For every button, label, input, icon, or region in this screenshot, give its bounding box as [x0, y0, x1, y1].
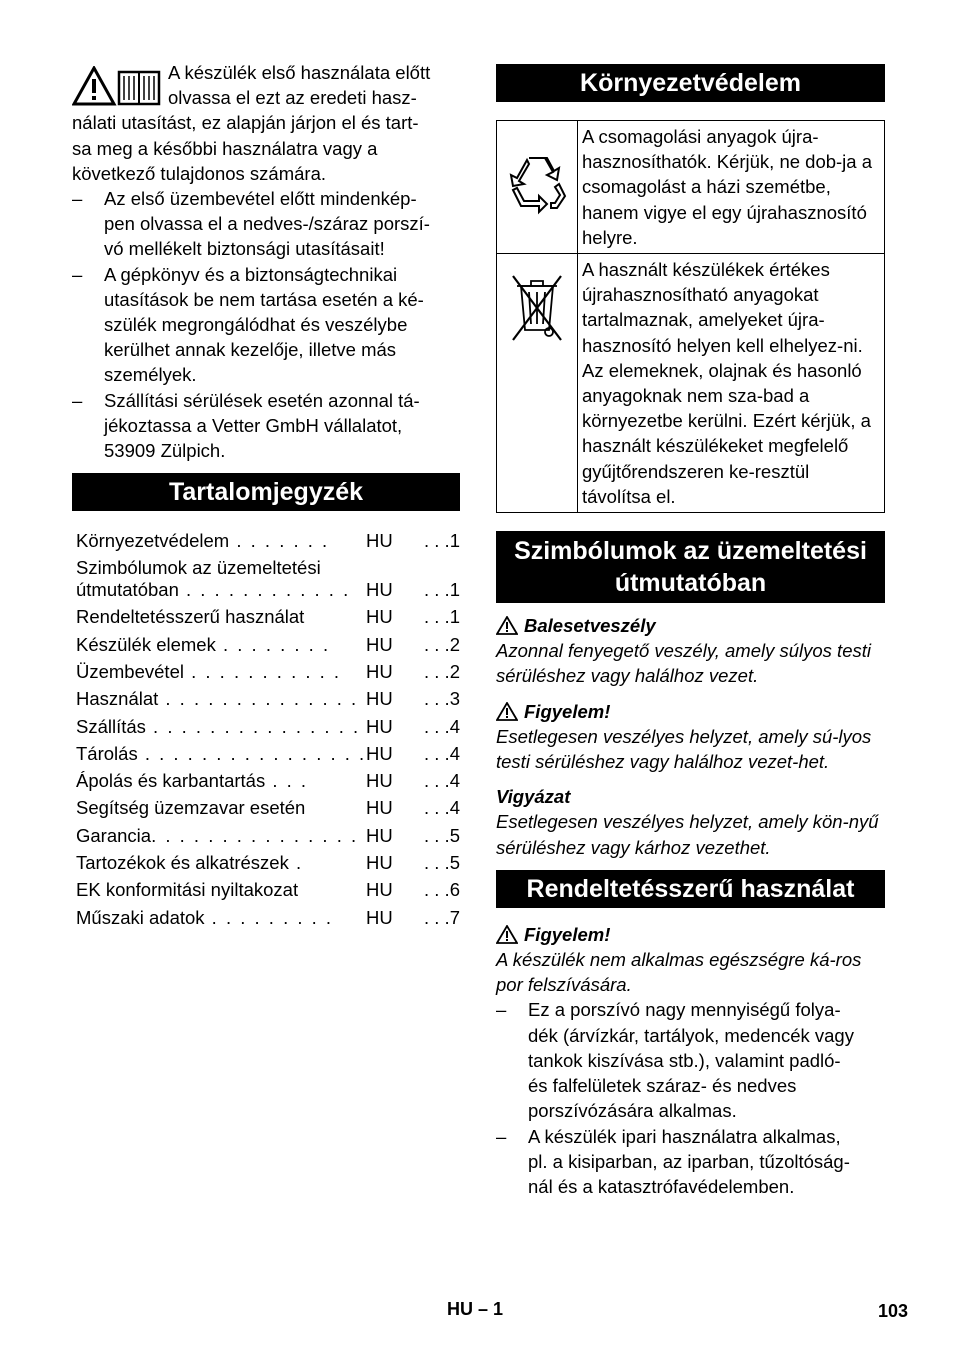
toc-entry-page: . . .4	[424, 770, 460, 792]
toc-entry-title-text: Üzembevétel	[76, 660, 184, 682]
toc-entry-title-text: Garancia	[76, 824, 152, 846]
caution-heading	[496, 784, 885, 809]
recycle-icon-cell	[497, 121, 578, 254]
toc-entry-lang: HU	[366, 579, 393, 601]
warning-heading	[496, 699, 885, 724]
warning-icon	[496, 616, 518, 635]
intro-line: sa meg a későbbi használatra vagy a	[72, 137, 378, 159]
toc-entry-title	[76, 852, 366, 875]
list-item: – Az első üzembevétel előtt mindenkép-pen olvassa el a nedves-/száraz porszí-vó mellékelt biztonsági utasításait!	[72, 186, 434, 262]
warning-icon	[496, 702, 518, 721]
toc-entry-title	[76, 743, 366, 766]
toc-row	[76, 683, 460, 710]
toc-entry-title-text: Segítség üzemzavar esetén	[76, 797, 306, 819]
intended-use-warning-heading	[496, 922, 885, 947]
danger-label: Balesetveszély	[524, 615, 656, 637]
toc-entry-lang: HU	[366, 530, 393, 552]
toc-entry-title-text: Ápolás és karbantartás	[76, 770, 266, 792]
toc-row	[76, 793, 460, 820]
list-item: – A készülék ipari használatra alkalmas, pl. a kisiparban, az iparban, tűzoltóság-nál és a katasztrófavédelemben.	[496, 1124, 858, 1200]
toc-entry-page: . . .5	[424, 824, 460, 846]
crossed-bin-icon	[507, 268, 567, 348]
toc-row	[76, 875, 460, 902]
toc-entry-page: . . .3	[424, 688, 460, 710]
toc-entry-page: . . .4	[424, 715, 460, 737]
toc-entry-title	[76, 606, 366, 629]
toc-entry-page: . . .1	[424, 530, 460, 552]
warning-icon	[496, 925, 518, 944]
intro-icons	[72, 66, 164, 110]
caution-label: Vigyázat	[496, 786, 571, 808]
toc-row	[76, 629, 460, 656]
toc-entry-title	[76, 661, 366, 684]
left-column	[72, 60, 460, 929]
toc-entry-lang: HU	[366, 906, 393, 928]
toc-entry-lang: HU	[366, 852, 393, 874]
intro-line: A készülék első használata előtt	[168, 62, 431, 83]
list-item: – Ez a porszívó nagy mennyiségű folya-dék (árvízkár, tartályok, medencék vagy tankok kiszívása stb.), valamint padló- és falfelületek száraz- és nedves porszívózására alkalmas.	[496, 997, 858, 1123]
toc-row	[76, 765, 460, 792]
toc-leader-dots: . . . . . . . . . . . . . .	[158, 688, 359, 710]
intended-use-warning-text: A készülék nem alkalmas egészségre ká-ros por felszívására.	[496, 949, 862, 996]
toc-entry-page: . . .4	[424, 797, 460, 819]
toc-entry-lang: HU	[366, 879, 393, 901]
toc-entry-title	[76, 825, 366, 848]
list-item: – Szállítási sérülések esetén azonnal tá-jékoztassa a Vetter GmbH vállalatot, 53909 Zülpich.	[72, 388, 434, 464]
intro-line: következő tulajdonos számára.	[72, 162, 326, 184]
list-item: – A gépkönyv és a biztonságtechnikai utasítások be nem tartása esetén a ké-szülék megrongálódhat és veszélybe kerülhet annak kezelője, illetve más személyek.	[72, 262, 434, 388]
warning-label: Figyelem!	[524, 700, 611, 722]
toc-row	[76, 847, 460, 874]
toc-leader-dots: . . . . . . . . .	[204, 906, 334, 928]
toc-entry-title	[76, 688, 366, 711]
toc-entry-lang: HU	[366, 797, 393, 819]
toc-entry-title	[76, 797, 366, 820]
intro-line: olvassa el ezt az eredeti hasz-	[168, 87, 417, 109]
toc-entry-title	[76, 879, 366, 902]
toc-entry-lang: HU	[366, 770, 393, 792]
toc-entry-lang: HU	[366, 633, 393, 655]
toc-entry-title	[76, 907, 366, 930]
right-column	[496, 64, 885, 1199]
environment-table	[496, 120, 885, 513]
environment-text: A csomagolási anyagok újra-hasznosíthatók. Kérjük, ne dob-ja a csomagolást a házi szemétbe, hanem vigye el egy újrahasznosító helyre.	[578, 121, 885, 254]
toc-entry-page: . . .1	[424, 606, 460, 628]
environment-heading: Környezetvédelem	[496, 64, 885, 102]
toc-entry-title-line: Szimbólumok az üzemeltetési	[76, 556, 321, 578]
toc-entry-title-text: Tartozékok és alkatrészek	[76, 852, 289, 874]
warning-text: Esetlegesen veszélyes helyzet, amely sú-lyos testi sérüléshez vagy halálhoz vezet-het.	[496, 725, 872, 773]
environment-text: A használt készülékek értékes újrahasznosítható anyagokat tartalmaznak, amelyeket újra-hasznosító helyen kell elhelyez-ni. Az elemeknek, olajnak és hasonló anyagoknak nem sza-bad a környezetbe kerülni. Ezért kérjük, a használt készülékeket megfelelő gyűjtőrendszeren ke-resztül távolítsa el.	[578, 254, 885, 513]
intended-use-heading: Rendeltetésszerű használat	[496, 870, 885, 908]
toc-entry-title-text: Műszaki adatok	[76, 906, 205, 928]
toc-entry-title-text: Használat	[76, 688, 159, 710]
crossed-bin-icon-cell	[497, 254, 578, 513]
page-number: 103	[878, 1301, 909, 1321]
footer-language-page: HU – 1	[447, 1299, 504, 1319]
caution-text: Esetlegesen veszélyes helyzet, amely kön-nyű sérüléshez vagy kárhoz vezethet.	[496, 811, 879, 858]
toc-row	[76, 902, 460, 929]
toc-row	[76, 738, 460, 765]
toc-row	[76, 820, 460, 847]
toc-entry-title	[76, 770, 366, 793]
toc-leader-dots: . . . . . . . . . . . . . . .	[151, 824, 359, 846]
toc-entry-page: . . .6	[424, 879, 460, 901]
warning-label: Figyelem!	[524, 923, 611, 945]
recycle-icon	[499, 146, 575, 222]
toc-entry-title	[76, 634, 366, 657]
danger-text: Azonnal fenyegető veszély, amely súlyos testi sérüléshez vagy halálhoz vezet.	[496, 640, 871, 687]
toc-leader-dots: . . . . . . . . . . . . . . .	[145, 715, 361, 737]
toc-entry-title-text: Tárolás	[76, 742, 138, 764]
toc-entry-title-text: Készülék elemek	[76, 633, 216, 655]
toc-leader-dots: . . . . . . . .	[215, 633, 331, 655]
toc-leader-dots: . . .	[265, 770, 309, 792]
toc-entry-page: . . .7	[424, 906, 460, 928]
toc-entry-title-text: Szállítás	[76, 715, 146, 737]
toc-entry-page: . . .4	[424, 742, 460, 764]
table-of-contents	[72, 525, 460, 929]
toc-entry-lang: HU	[366, 742, 393, 764]
toc-entry-page: . . .2	[424, 633, 460, 655]
toc-row	[76, 602, 460, 629]
intro-line: nálati utasítást, ez alapján járjon el és tart-	[72, 112, 419, 134]
intro-list	[72, 186, 460, 463]
toc-entry-page: . . .5	[424, 852, 460, 874]
intro-section	[72, 60, 460, 463]
toc-row	[76, 553, 460, 602]
toc-leader-dots: .	[288, 852, 304, 874]
toc-row	[76, 525, 460, 552]
toc-entry-title-line: útmutatóban	[76, 579, 179, 601]
warning-manual-icon	[72, 66, 164, 106]
toc-entry-page: . . .2	[424, 660, 460, 682]
toc-entry-lang: HU	[366, 715, 393, 737]
toc-leader-dots: . . . . . . .	[229, 530, 330, 552]
toc-entry-title	[76, 716, 366, 739]
symbols-heading: Szimbólumok az üzemeltetési útmutatóban	[496, 531, 885, 603]
toc-entry-title	[76, 530, 366, 553]
toc-entry-title-text: EK konformitási nyiltakozat	[76, 879, 299, 901]
toc-leader-dots: . . . . . . . . . . .	[183, 660, 342, 682]
table-row	[497, 121, 885, 254]
toc-entry-lang: HU	[366, 606, 393, 628]
intended-use-list	[496, 997, 885, 1199]
toc-entry-title-text: Rendeltetésszerű használat	[76, 606, 305, 628]
toc-entry-page: . . .1	[424, 579, 460, 601]
toc-leader-dots: . . . . . . . . . . . . . . . .	[137, 742, 366, 764]
toc-row	[76, 711, 460, 738]
toc-entry-lang: HU	[366, 660, 393, 682]
toc-entry-lang: HU	[366, 688, 393, 710]
toc-entry-title-text: Környezetvédelem	[76, 530, 230, 552]
toc-entry-title	[76, 557, 366, 602]
toc-leader-dots: . . . . . . . . . . . .	[178, 579, 351, 601]
danger-heading	[496, 613, 885, 638]
table-row	[497, 254, 885, 513]
toc-row	[76, 656, 460, 683]
toc-entry-lang: HU	[366, 824, 393, 846]
toc-heading: Tartalomjegyzék	[72, 473, 460, 511]
